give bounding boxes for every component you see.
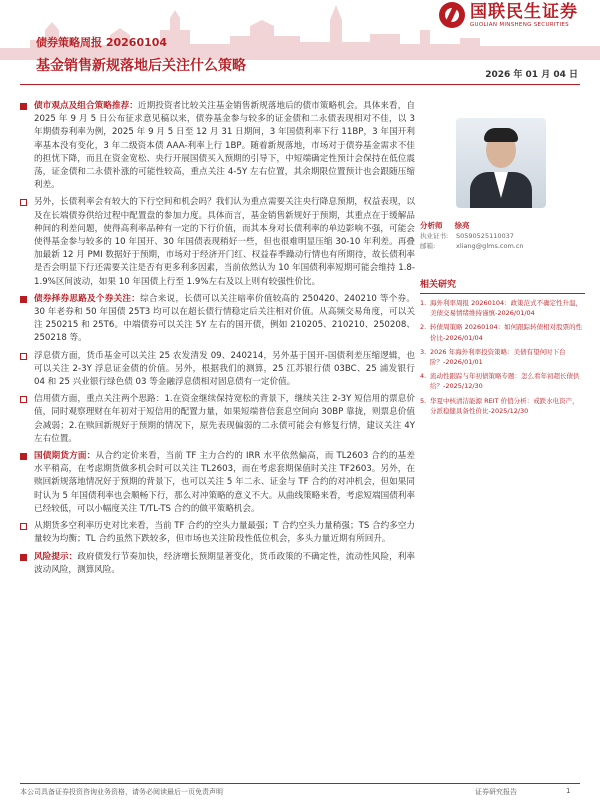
related-research-heading: 相关研究 bbox=[420, 277, 585, 294]
paragraph-text: 综合来说，长债可以关注暗率价值较高的 250420、240210 等个券。30 年老券和 50 年国债 25T3 均可以在超长债行情稳定后关注相对价值。从高频交易角度，可以关注 250215 和 25T6。中端债券可以关注 5Y 左右的国开债，例如 210205、210210、250208、250218 等。 bbox=[34, 293, 415, 344]
related-item[interactable]: 2. 转债周策略 20260104：如何跟踪转债相对股票的性价比-2026/01/04 bbox=[420, 323, 583, 342]
analyst-name: 徐亮 bbox=[454, 221, 470, 230]
bullet-square-icon bbox=[20, 199, 27, 206]
bullet-square-icon bbox=[20, 353, 27, 360]
paragraph-text: 信用债方面，重点关注两个思路：1.在资金继续保持宽松的背景下，继续关注 2-3Y 短信用的票息价值，同时观察理财在年初对于短信用的配置力量，如果短端普信套息空间向 30BP 靠拢，则票息价值会减弱；2.在赎回新规好于预期的情况下，原先表现偏弱的二永债可能会有修复行情，建议关注 4Y 左右位置。 bbox=[34, 394, 415, 444]
related-research-list bbox=[420, 298, 585, 416]
analyst-photo bbox=[456, 118, 546, 208]
report-type: 债券策略周报 20260104 bbox=[36, 36, 168, 49]
paragraph-credit bbox=[20, 393, 415, 446]
page-number: 1 bbox=[566, 787, 571, 795]
bullet-square-icon bbox=[20, 523, 27, 530]
report-date: 2026 年 01 月 04 日 bbox=[485, 70, 578, 80]
bullet-square-icon bbox=[20, 396, 27, 403]
paragraph-text: 浮息债方面，货币基金可以关注 25 农发清发 09、240214，另外基于国开-国债利差压缩逻辑，也可以关注 2-3Y 浮息证金债的价值。另外，根据我们的测算，25 江苏银行债 03BC、25 浦发银行 04 和 25 兴业银行绿色债 03 等金融浮息债相对固息债有一定价值。 bbox=[34, 350, 415, 388]
bullet-square-icon bbox=[20, 554, 27, 561]
company-logo bbox=[439, 2, 578, 28]
sidebar bbox=[420, 100, 585, 420]
logo-mark-icon bbox=[439, 2, 465, 28]
related-item[interactable]: 4. 流动性跟踪与年初债策略专题：怎么看年初超长债供给？-2025/12/30 bbox=[420, 372, 580, 391]
paragraph-floating-rate bbox=[20, 350, 415, 390]
title-divider bbox=[20, 84, 580, 85]
report-title: 基金销售新规落地后关注什么策略 bbox=[36, 58, 246, 74]
related-item[interactable]: 1. 海外利率周报 20260104：政策范式不确定性升温，美债交易情绪维持谨慎-2026/01/04 bbox=[420, 299, 583, 318]
paragraph-risk bbox=[20, 551, 415, 577]
paragraph-text: 政府债发行节奏加快，经济增长预期显著变化，货币政策的不确定性，流动性风险，利率波动风险，测算风险。 bbox=[34, 551, 415, 575]
report-body bbox=[20, 100, 415, 581]
paragraph-futures bbox=[20, 450, 415, 516]
paragraph-lead: 国债期货方面： bbox=[34, 451, 96, 462]
bullet-square-icon bbox=[20, 296, 27, 303]
analyst-cert: 执业证书: S0590525110037 bbox=[420, 232, 514, 240]
related-item[interactable]: 3. 2026 年海外利率投资策略：美债有望何时下台阶？-2026/01/01 bbox=[420, 347, 566, 367]
bullet-square-icon bbox=[20, 103, 27, 110]
related-item[interactable]: 5. 华夏中核清洁能源 REIT 价值分析：戒跌水电资产，分派稳健具备性价比-2025/12/30 bbox=[420, 396, 579, 415]
footer-divider bbox=[20, 783, 580, 784]
analyst-role: 分析师 bbox=[420, 221, 443, 230]
paragraph-lead: 债券择券思路及个券关注： bbox=[34, 293, 141, 304]
logo-cn-text: 国联民生证券 bbox=[470, 1, 578, 22]
footer-tag: 证券研究报告 bbox=[475, 788, 517, 796]
paragraph-long-rates bbox=[20, 196, 415, 288]
paragraph-lead: 债市观点及组合策略推荐： bbox=[34, 101, 138, 111]
report-header bbox=[0, 0, 600, 95]
paragraph-bond-view bbox=[20, 100, 415, 192]
analyst-email-link[interactable]: xliang@glms.com.cn bbox=[456, 242, 524, 250]
paragraph-text: 从合约定价来看，当前 TF 主力合约的 IRR 水平依然偏高，而 TL2603 合约的基差水平稍高，在考虑期货做多机会时可以关注 TL2603，而在考虑套期保值时关注 TF2603。另外，在赎回新规落地情况好于预期的背景下，也可以关注 5 年二永、证金与 TF 合约的对冲机会，但如果同时认为 5 年国债利率也会顺畅下行，那么对冲策略的意义不大。从曲线策略来看，考虑短端国债利率已经较低，可以小幅度关注 T/TL-TS 合约的做平策略机会。 bbox=[34, 451, 415, 514]
paragraph-futures-positions bbox=[20, 520, 415, 546]
analyst-email: 邮箱: xliang@glms.com.cn bbox=[420, 242, 524, 250]
paragraph-lead: 风险提示： bbox=[34, 551, 78, 562]
paragraph-text: 近期投资者比较关注基金销售新规落地后的债市策略机会。具体来看，自 2025 年 9 月 5 日公布征求意见稿以来，债券基金参与较多的证金债和二永债表现相对不佳，以 3 年期债券利率为例，2025 年 9 月 5 日至 12 月 31 日期间，3 年国债利率下行 11BP，3 年国开利率基本没有变化，3 年二级资本债 AAA-利率上行 1BP。随着新规落地，市场对于债券基金需求不佳的担忧下降，而且在资金宽松、央行开展国债买入预期的引导下，中短端确定性预计会保持在低位震荡，证金债和二永债补涨的可能性较高，重点关注 4-5Y 左右位置，其余期限位置预计也会跟随压缩利差。 bbox=[34, 101, 415, 191]
footer-disclaimer: 本公司具备证券投资咨询业务资格，请务必阅读最后一页免责声明 bbox=[20, 788, 223, 796]
bullet-square-icon bbox=[20, 453, 27, 460]
logo-en-text: GUOLIAN MINSHENG SECURITIES bbox=[470, 21, 569, 28]
paragraph-text: 从期货多空利率历史对比来看，当前 TF 合约的空头力量最强；T 合约空头力量稍强；TS 合约多空力量较为均衡；TL 合约虽然下跌较多，但市场也关注阶段性低位机会，多头力量近期有所回升。 bbox=[34, 521, 415, 545]
paragraph-bond-selection bbox=[20, 293, 415, 346]
analyst-name-row bbox=[420, 220, 585, 231]
paragraph-text: 另外，长债利率会有较大的下行空间和机会吗？我们认为重点需要关注央行降息预期，权益表现，以及在长端债券供给过程中配置盘的参加力度。具体而言，基金销售新规好于预期，其重点在于缓解品种间的利差问题，使得高利率品种有一定的下行价值，而其本身对长债利率的单边影响不强，可能会使得基金参与较多的 10 年国开、30 年国债表现稍好一些，但也很难明显压缩 30-10 年利差。再叠加最新 12 月 PMI 数据好于预期，市场对于经济开门红、权益春季躁动行情也有所期待，故长债利率是否会明显下行还需要关注是否有更多利多因素，当前依然认为 10 年国债利率短期可能会维持 1.8-1.9%区间波动，如果 10 年国债上行至 1.9%左右及以上则有较强性价比。 bbox=[34, 197, 415, 287]
